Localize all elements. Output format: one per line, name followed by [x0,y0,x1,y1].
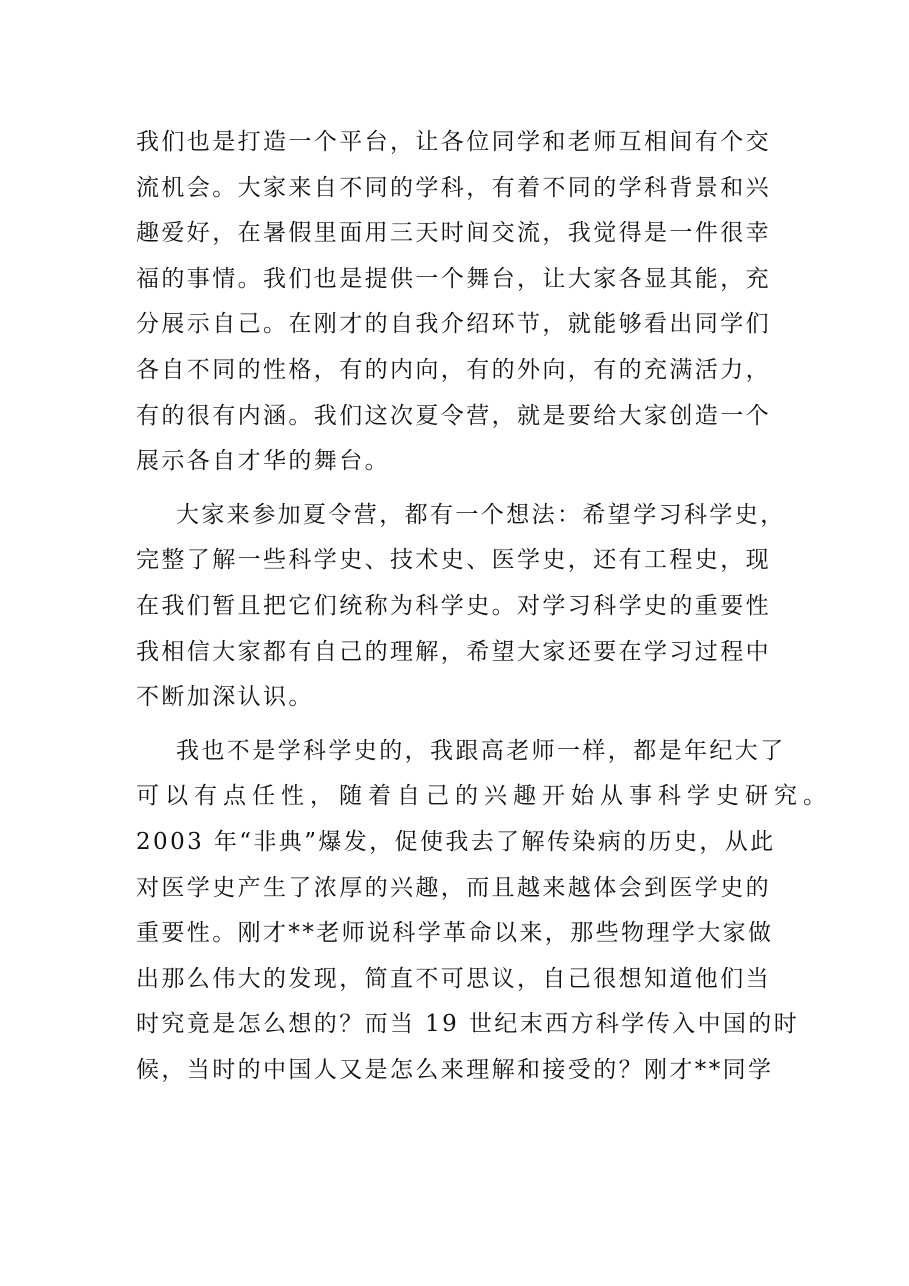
document-body [136,120,832,1093]
text-line: 重要性。刚才**老师说科学革命以来，那些物理学大家做 [136,920,774,947]
text-line: 各自不同的性格，有的内向，有的外向，有的充满活力， [136,356,771,383]
text-line: 时究竟是怎么想的？而当 19 世纪末西方科学传入中国的时 [136,1011,800,1038]
text-line: 展示各自才华的舞台。 [136,448,390,475]
text-line: 不断加深认识。 [136,684,314,711]
text-line: 趣爱好，在暑假里面用三天时间交流，我觉得是一件很幸 [136,220,771,247]
paragraph-2 [136,493,786,721]
paragraph-3 [136,729,832,1094]
text-line: 分展示自己。在刚才的自我介绍环节，就能够看出同学们 [136,311,771,338]
text-line: 完整了解一些科学史、技术史、医学史，还有工程史，现 [136,547,771,574]
paragraph-1 [136,120,786,485]
text-line: 流机会。大家来自不同的学科，有着不同的学科背景和兴 [136,174,771,201]
paragraph-spacer [136,485,786,493]
text-line: 出那么伟大的发现，简直不可思议，自己很想知道他们当 [136,965,771,992]
text-line: 我相信大家都有自己的理解，希望大家还要在学习过程中 [136,638,771,665]
text-line: 我们也是打造一个平台，让各位同学和老师互相间有个交 [136,129,771,155]
text-line: 可以有点任性，随着自己的兴趣开始从事科学史研究。 [136,783,832,810]
text-line: 福的事情。我们也是提供一个舞台，让大家各显其能，充 [136,265,771,292]
text-line: 候，当时的中国人又是怎么来理解和接受的？刚才**同学 [136,1056,774,1083]
text-line: 我也不是学科学史的，我跟高老师一样，都是年纪大了 [176,737,786,764]
text-line: 对医学史产生了浓厚的兴趣，而且越来越体会到医学史的 [136,874,771,901]
text-line: 有的很有内涵。我们这次夏令营，就是要给大家创造一个 [136,402,771,429]
text-line: 2003 年“非典”爆发，促使我去了解传染病的历史，从此 [136,828,776,855]
text-line: 在我们暂且把它们统称为科学史。对学习科学史的重要性 [136,592,771,619]
paragraph-spacer [136,721,786,729]
text-line: 大家来参加夏令营，都有一个想法：希望学习科学史， [176,501,786,528]
